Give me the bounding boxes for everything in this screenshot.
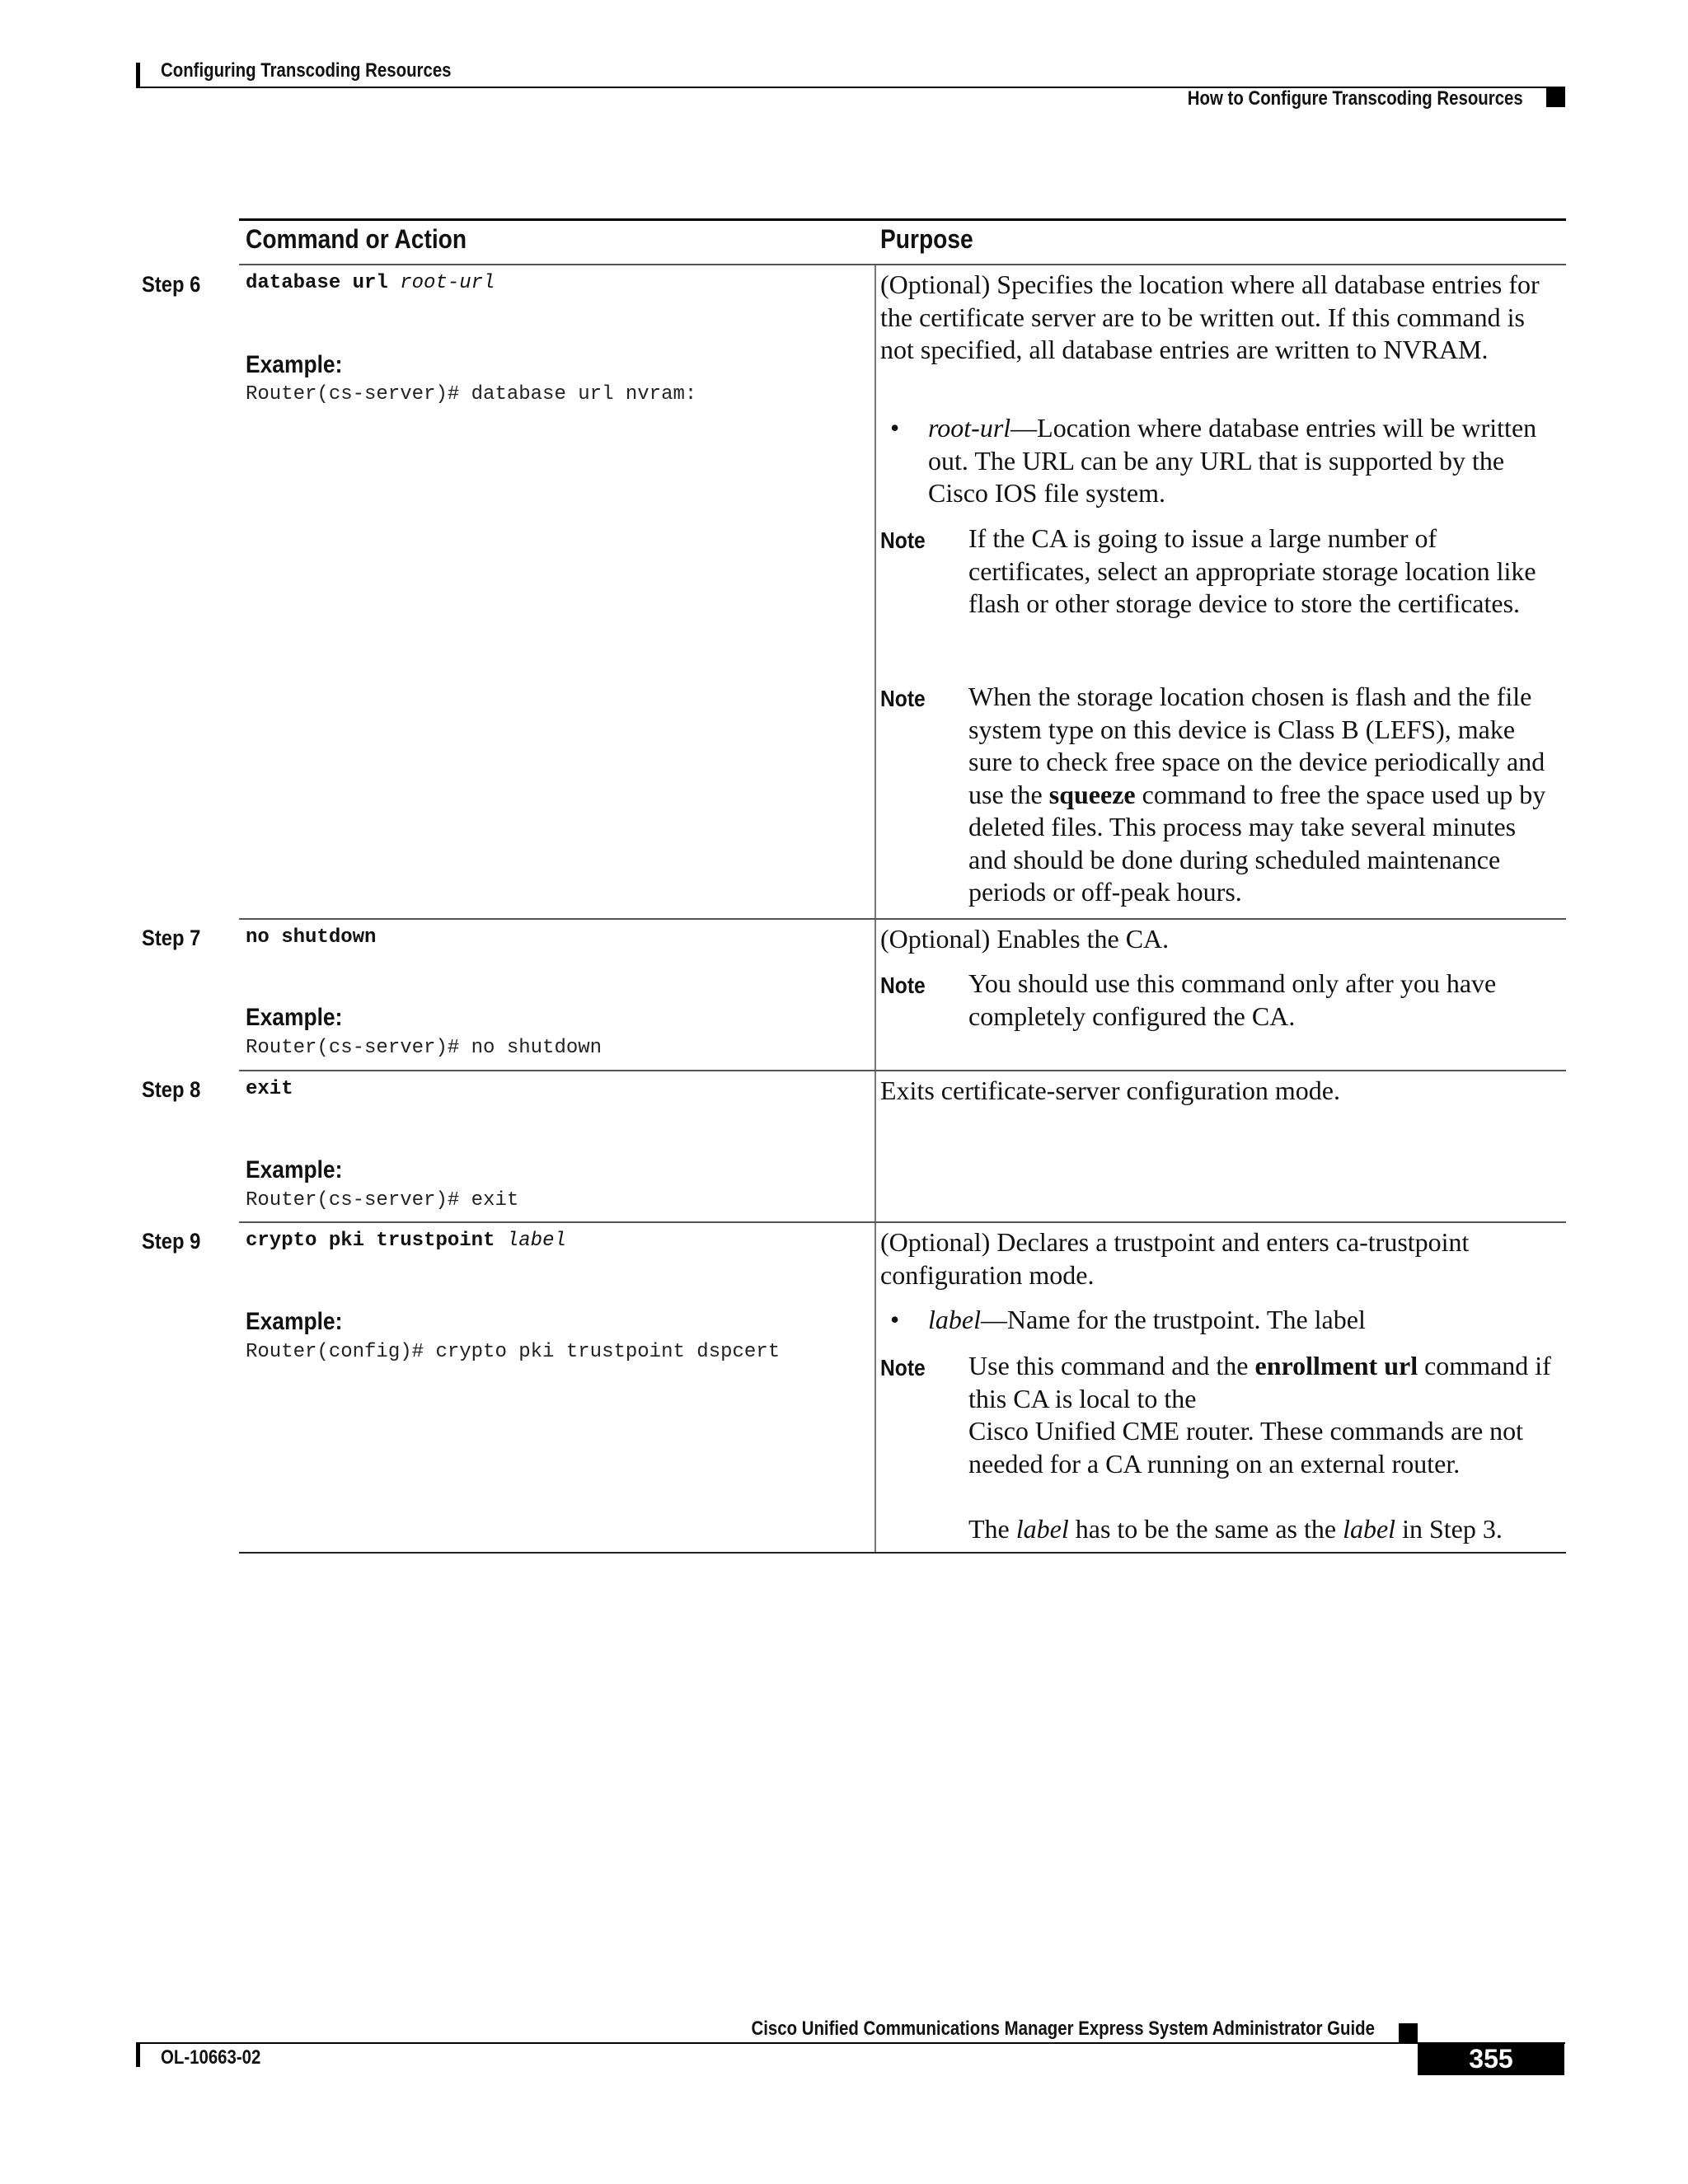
example-label: Example: <box>246 351 343 378</box>
table-top-rule <box>239 218 1566 221</box>
note-label: Note <box>880 686 926 711</box>
footer-doc-number: OL-10663-02 <box>161 2046 261 2069</box>
note-label: Note <box>880 527 926 553</box>
example-label: Example: <box>246 1004 343 1031</box>
example-command: Router(config)# crypto pki trustpoint dspcert <box>246 1341 781 1363</box>
header-section-title: How to Configure Transcoding Resources <box>1188 87 1523 110</box>
table-bottom-rule <box>239 1552 1566 1554</box>
header-bar <box>136 63 140 87</box>
example-label: Example: <box>246 1308 343 1335</box>
note-text: The label has to be the same as the label in Step 3. <box>968 1514 1503 1544</box>
header-chapter-title: Configuring Transcoding Resources <box>161 59 452 82</box>
row-divider <box>239 918 1566 920</box>
note-text: If the CA is going to issue a large number of certificates, select an appropriate storage location like flash or other storage device to store the certificates. <box>968 523 1536 618</box>
step-label: Step 7 <box>142 926 201 950</box>
note-label: Note <box>880 972 926 998</box>
page-number: 355 <box>1418 2042 1564 2075</box>
purpose-text: (Optional) Enables the CA. <box>880 924 1170 954</box>
column-divider <box>874 265 876 1553</box>
footer-rule <box>136 2042 1565 2044</box>
row-divider <box>239 1070 1566 1071</box>
purpose-text: (Optional) Specifies the location where all database entries for the certificate server are to be written out. If this command is not specified, all database entries are written to NVRAM. <box>880 269 1540 364</box>
footer-bar <box>136 2042 140 2067</box>
bullet-description: —Name for the trustpoint. The label <box>980 1305 1366 1334</box>
command-syntax: crypto pki trustpoint label <box>246 1230 566 1252</box>
header-marker <box>1546 88 1565 107</box>
command-syntax: no shutdown <box>246 926 377 949</box>
column-header-command: Command or Action <box>246 224 467 254</box>
example-command: Router(cs-server)# database url nvram: <box>246 383 697 405</box>
bullet-term: label <box>928 1305 981 1334</box>
footer-guide-title: Cisco Unified Communications Manager Express System Administrator Guide <box>751 2018 1375 2040</box>
bullet-icon: • <box>890 1305 900 1334</box>
step-label: Step 6 <box>142 272 201 297</box>
note-text: When the storage location chosen is flash and the file system type on this device is Class B (LEFS), make sure to check free space on the device periodically and use the squeeze command to free the space used up by deleted files. This process may take several minutes and should be done during scheduled maintenance periods or off-peak hours. <box>968 682 1546 907</box>
table-header-rule <box>239 264 1566 265</box>
bullet-item <box>890 412 1550 511</box>
command-syntax: exit <box>246 1078 293 1100</box>
column-header-purpose: Purpose <box>880 224 973 254</box>
purpose-text: Exits certificate-server configuration mode. <box>880 1076 1340 1105</box>
note-text: Use this command and the enrollment url command if this CA is local to the Cisco Unified CME router. These commands are not needed for a CA running on an external router. <box>968 1351 1551 1479</box>
command-syntax: database url root-url <box>246 272 495 294</box>
footer-marker <box>1399 2023 1418 2042</box>
purpose-text: (Optional) Declares a trustpoint and enters ca-trustpoint configuration mode. <box>880 1227 1470 1290</box>
example-command: Router(cs-server)# exit <box>246 1189 519 1212</box>
note-text: You should use this command only after you have completely configured the CA. <box>968 968 1497 1031</box>
row-divider <box>239 1221 1566 1223</box>
note-label: Note <box>880 1355 926 1380</box>
bullet-icon: • <box>890 413 900 443</box>
bullet-description: —Location where database entries will be written out. The URL can be any URL that is supported by the Cisco IOS file system. <box>928 413 1537 508</box>
bullet-item <box>890 1304 1550 1337</box>
example-command: Router(cs-server)# no shutdown <box>246 1037 603 1059</box>
step-label: Step 8 <box>142 1077 201 1102</box>
example-label: Example: <box>246 1156 343 1183</box>
bullet-term: root-url <box>928 413 1011 443</box>
step-label: Step 9 <box>142 1229 201 1254</box>
